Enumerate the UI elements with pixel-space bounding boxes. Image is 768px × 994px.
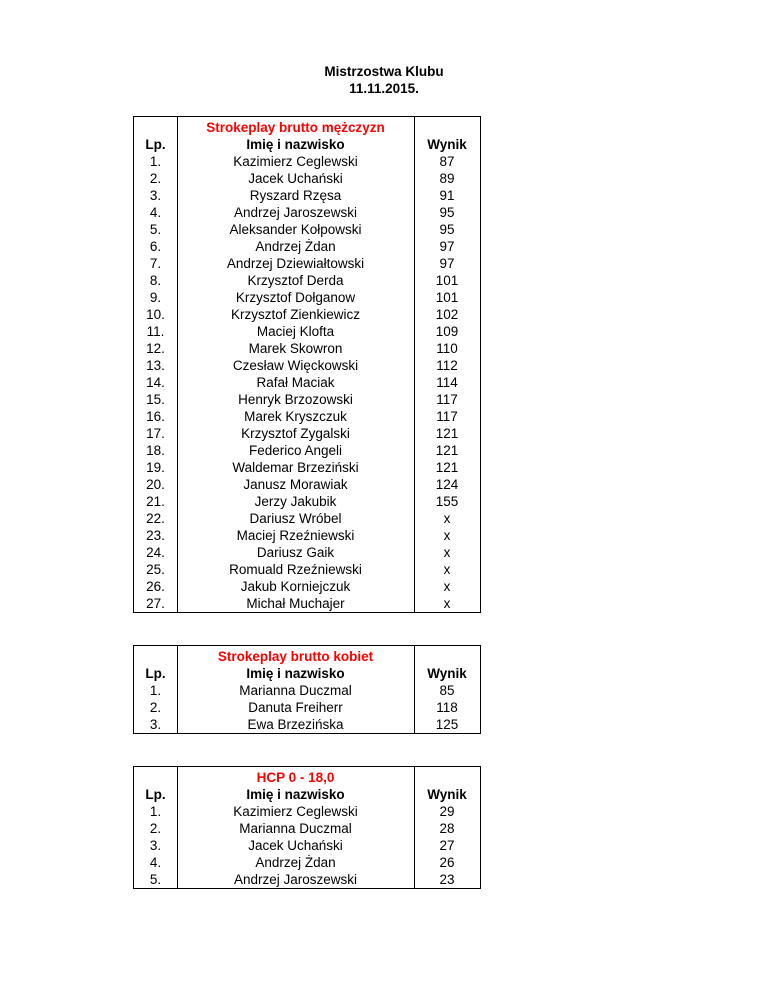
row-score: 95 bbox=[439, 205, 455, 220]
row-score: 29 bbox=[439, 804, 455, 819]
row-name: Czesław Więckowski bbox=[232, 358, 359, 373]
row-name: Kazimierz Ceglewski bbox=[233, 154, 358, 169]
row-lp: 4. bbox=[149, 205, 162, 220]
table-title: HCP 0 - 18,0 bbox=[256, 770, 335, 785]
row-lp: 21. bbox=[146, 494, 165, 509]
page-date: 11.11.2015. bbox=[349, 81, 419, 96]
row-lp: 6. bbox=[149, 239, 162, 254]
row-name: Aleksander Kołpowski bbox=[229, 222, 362, 237]
row-name: Kazimierz Ceglewski bbox=[233, 804, 358, 819]
row-score: x bbox=[443, 511, 451, 526]
row-score: 28 bbox=[439, 821, 455, 836]
row-lp: 2. bbox=[149, 821, 162, 836]
row-score: 87 bbox=[439, 154, 455, 169]
row-score: 114 bbox=[436, 375, 458, 390]
row-lp: 1. bbox=[149, 683, 162, 698]
row-lp: 13. bbox=[146, 358, 165, 373]
header-lp: Lp. bbox=[145, 666, 166, 681]
row-score: 89 bbox=[439, 171, 455, 186]
table-men bbox=[133, 116, 481, 613]
row-score: 97 bbox=[439, 239, 455, 254]
row-lp: 17. bbox=[146, 426, 165, 441]
row-name: Marianna Duczmal bbox=[239, 683, 352, 698]
row-name: Henryk Brzozowski bbox=[238, 392, 353, 407]
row-name: Andrzej Żdan bbox=[255, 855, 336, 870]
row-score: x bbox=[443, 596, 451, 611]
row-lp: 16. bbox=[146, 409, 165, 424]
row-name: Marek Skowron bbox=[248, 341, 343, 356]
row-score: 110 bbox=[436, 341, 458, 356]
row-name: Ryszard Rzęsa bbox=[249, 188, 342, 203]
row-name: Federico Angeli bbox=[248, 443, 343, 458]
row-lp: 7. bbox=[149, 256, 162, 271]
row-score: 121 bbox=[435, 426, 459, 441]
row-score: 101 bbox=[435, 290, 459, 305]
row-name: Jerzy Jakubik bbox=[254, 494, 337, 509]
row-score: 121 bbox=[435, 460, 459, 475]
row-name: Jacek Uchański bbox=[248, 838, 343, 853]
row-lp: 14. bbox=[146, 375, 165, 390]
row-score: 118 bbox=[436, 700, 458, 715]
row-lp: 24. bbox=[146, 545, 165, 560]
row-lp: 10. bbox=[146, 307, 165, 322]
table-women bbox=[133, 645, 481, 734]
row-name: Andrzej Jaroszewski bbox=[233, 872, 358, 887]
row-name: Rafał Maciak bbox=[256, 375, 335, 390]
table-title: Strokeplay brutto kobiet bbox=[217, 649, 374, 664]
row-score: 95 bbox=[439, 222, 455, 237]
row-score: x bbox=[443, 545, 451, 560]
row-name: Krzysztof Derda bbox=[247, 273, 344, 288]
row-name: Maciej Rzeźniewski bbox=[236, 528, 355, 543]
row-lp: 9. bbox=[149, 290, 162, 305]
row-lp: 4. bbox=[149, 855, 162, 870]
row-lp: 18. bbox=[146, 443, 165, 458]
row-lp: 12. bbox=[146, 341, 165, 356]
row-lp: 20. bbox=[146, 477, 165, 492]
row-lp: 2. bbox=[149, 171, 162, 186]
row-score: x bbox=[443, 528, 451, 543]
row-lp: 1. bbox=[149, 804, 162, 819]
row-score: 117 bbox=[436, 409, 458, 424]
header-name: Imię i nazwisko bbox=[246, 787, 345, 802]
row-lp: 1. bbox=[149, 154, 162, 169]
row-name: Maciej Klofta bbox=[256, 324, 335, 339]
row-lp: 5. bbox=[149, 872, 162, 887]
row-lp: 3. bbox=[149, 838, 162, 853]
column-name bbox=[177, 117, 415, 612]
header-name: Imię i nazwisko bbox=[246, 137, 345, 152]
row-score: 117 bbox=[436, 392, 458, 407]
row-lp: 23. bbox=[146, 528, 165, 543]
row-name: Dariusz Wróbel bbox=[249, 511, 342, 526]
column-lp bbox=[134, 117, 178, 612]
column-name bbox=[177, 767, 415, 888]
page-title: Mistrzostwa Klubu bbox=[324, 64, 444, 79]
row-lp: 3. bbox=[149, 188, 162, 203]
row-lp: 2. bbox=[149, 700, 162, 715]
header-score: Wynik bbox=[427, 137, 467, 152]
column-lp bbox=[134, 767, 178, 888]
row-score: 91 bbox=[439, 188, 455, 203]
row-name: Krzysztof Zienkiewicz bbox=[230, 307, 361, 322]
row-name: Jakub Korniejczuk bbox=[240, 579, 351, 594]
row-name: Ewa Brzezińska bbox=[247, 717, 344, 732]
row-score: 155 bbox=[435, 494, 459, 509]
row-name: Michał Muchajer bbox=[246, 596, 345, 611]
row-name: Andrzej Dziewiałtowski bbox=[226, 256, 365, 271]
column-lp bbox=[134, 646, 178, 733]
header-score: Wynik bbox=[427, 787, 467, 802]
table-hcp bbox=[133, 766, 481, 889]
row-lp: 3. bbox=[149, 717, 162, 732]
row-score: 121 bbox=[435, 443, 459, 458]
row-score: 125 bbox=[435, 717, 459, 732]
row-score: 27 bbox=[439, 838, 455, 853]
row-lp: 15. bbox=[146, 392, 165, 407]
row-lp: 22. bbox=[146, 511, 165, 526]
row-score: x bbox=[443, 579, 451, 594]
row-name: Andrzej Żdan bbox=[255, 239, 336, 254]
column-score bbox=[414, 646, 480, 733]
row-lp: 26. bbox=[146, 579, 165, 594]
row-name: Jacek Uchański bbox=[248, 171, 343, 186]
row-score: 85 bbox=[439, 683, 455, 698]
row-name: Andrzej Jaroszewski bbox=[233, 205, 358, 220]
header-name: Imię i nazwisko bbox=[246, 666, 345, 681]
row-lp: 19. bbox=[146, 460, 165, 475]
row-score: x bbox=[443, 562, 451, 577]
header-lp: Lp. bbox=[145, 787, 166, 802]
row-name: Marianna Duczmal bbox=[239, 821, 352, 836]
row-name: Krzysztof Dołganow bbox=[235, 290, 356, 305]
row-name: Dariusz Gaik bbox=[256, 545, 335, 560]
header-score: Wynik bbox=[427, 666, 467, 681]
row-score: 112 bbox=[436, 358, 458, 373]
row-score: 109 bbox=[435, 324, 459, 339]
row-name: Janusz Morawiak bbox=[243, 477, 348, 492]
row-score: 97 bbox=[439, 256, 455, 271]
row-lp: 25. bbox=[146, 562, 165, 577]
row-name: Marek Kryszczuk bbox=[244, 409, 347, 424]
table-title: Strokeplay brutto mężczyzn bbox=[206, 120, 385, 135]
row-score: 26 bbox=[439, 855, 455, 870]
row-score: 23 bbox=[439, 872, 455, 887]
column-name bbox=[177, 646, 415, 733]
row-name: Krzysztof Zygalski bbox=[241, 426, 350, 441]
column-score bbox=[414, 767, 480, 888]
row-lp: 5. bbox=[149, 222, 162, 237]
row-lp: 11. bbox=[146, 324, 165, 339]
row-name: Waldemar Brzeziński bbox=[232, 460, 359, 475]
row-score: 102 bbox=[435, 307, 459, 322]
row-name: Danuta Freiherr bbox=[248, 700, 343, 715]
header-lp: Lp. bbox=[145, 137, 166, 152]
column-score bbox=[414, 117, 480, 612]
row-name: Romuald Rzeźniewski bbox=[229, 562, 362, 577]
row-lp: 27. bbox=[146, 596, 165, 611]
row-score: 101 bbox=[435, 273, 459, 288]
row-score: 124 bbox=[435, 477, 459, 492]
row-lp: 8. bbox=[149, 273, 162, 288]
